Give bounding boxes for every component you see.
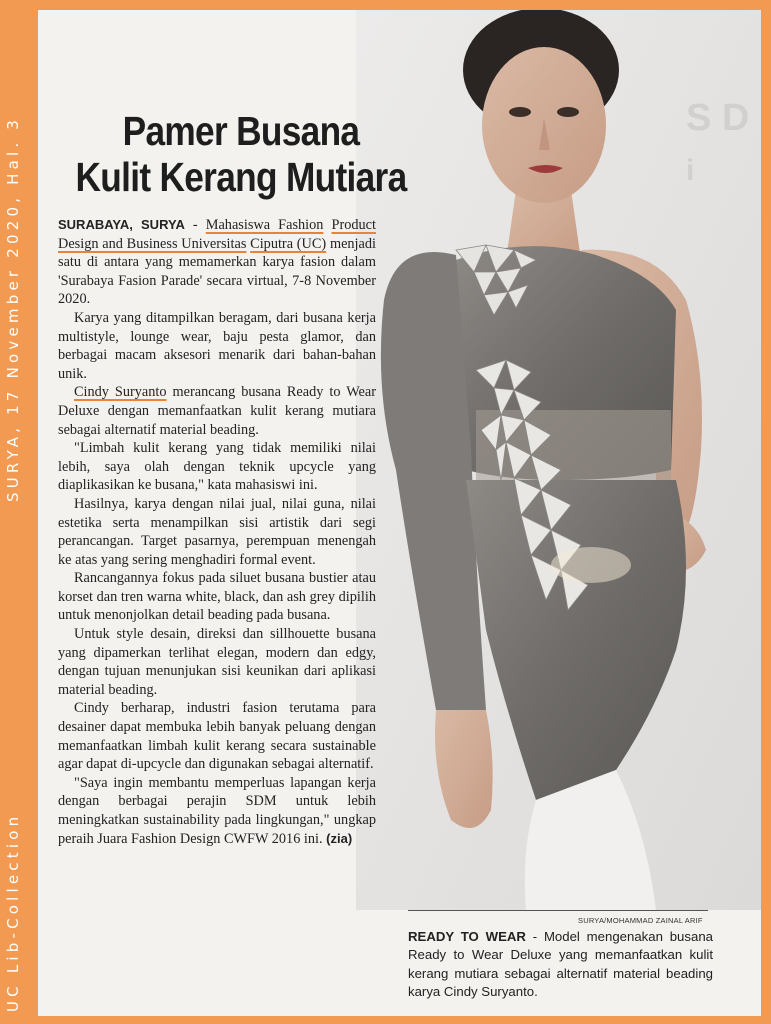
caption-head: READY TO WEAR [408,929,526,944]
side-label [4,12,34,1012]
article-body [58,216,376,848]
paragraph-5: Hasilnya, karya dengan nilai jual, nilai guna, nilai estetika serta menampilkan sisi artistik dari segi perancangan. Target pasarnya, perempuan menengah ke atas yang sering menghadiri formal event. [58,495,376,568]
headline-line-2: Kulit Kerang Mutiara [75,154,407,200]
photo-caption [408,928,713,1002]
lead-paragraph [58,216,376,309]
paragraph-7: Untuk style desain, direksi dan sillhouette busana yang dipamerkan terlihat elegan, modern dan edgy, dengan tujuan menunjukan sisi keunikan dari aplikasi material beading. [58,626,376,698]
caption-divider [408,910,708,911]
lead-highlight-3: Ciputra (UC) [250,235,327,252]
paragraph-3-text: merancang busana Ready to Wear Deluxe dengan memanfaatkan kulit kerang mutiara sebagai alternatif material beading. [58,384,377,438]
lead-highlight-1: Mahasiswa Fashion [205,217,324,233]
svg-text:i: i [686,154,695,187]
paragraph-8: Cindy berharap, industri fasion terutama para desainer dapat membuka lebih banyak peluang dengan memanfaatkan limbah kulit kerang secara sustainable agar dapat di-upcycle dan digunakan sebagai alternatif. [58,700,376,773]
photo-credit: SURYA/MOHAMMAD ZAINAL ARIF [578,916,703,925]
paragraph-2: Karya yang ditampilkan beragam, dari busana kerja multistyle, lounge wear, baju pesta glamor, dan berbagai macam aksesori menarik dari bahan-bahan unik. [58,309,376,382]
dateline: SURABAYA, SURYA [58,217,185,232]
newspaper-clipping [38,10,761,1016]
dateline-dash: - [184,217,206,233]
caption-text: Model mengenakan busana Ready to Wear Deluxe yang memanfaatkan kulit kerang mutiara sebagai alternatif material beading karya Cindy Suryanto. [408,929,713,1000]
paragraph-6: Rancangannya fokus pada siluet busana bustier atau korset dan tren warna white, black, dan ash grey dipilih untuk menonjolkan detail beading pada busana. [58,570,376,624]
collection-label: UC Lib-Collection [4,812,22,1012]
svg-text:S D: S D [686,97,750,139]
author-signature: (zia) [326,830,353,846]
lead-text: menjadi satu di antara yang memamerkan karya fasion dalam 'Surabaya Fasion Parade' secara virtual, 7-8 November 2020. [58,235,376,308]
headline-line-1: Pamer Busana [122,108,360,154]
caption-dash: - [525,929,544,944]
designer-name: Cindy Suryanto [74,384,167,401]
source-label: SURYA, 17 November 2020, Hal. 3 [4,115,22,502]
headline [38,108,444,200]
paragraph-9 [58,774,376,848]
paragraph-4: "Limbah kulit kerang yang tidak memiliki nilai lebih, saya olah dengan teknik upcycle yang diaplikasikan ke busana," kata mahasiswi ini. [58,440,376,494]
paragraph-3 [58,383,376,439]
paragraph-9-text: "Saya ingin membantu memperluas lapangan kerja dengan berbagai perajin SDM untuk lebih meningkatkan sustainability pada lingkungan," ungkap peraih Juara Fashion Design CWFW 2016 ini. [58,774,376,847]
lead-highlight-2: Product Design and Business Universitas [58,217,376,252]
